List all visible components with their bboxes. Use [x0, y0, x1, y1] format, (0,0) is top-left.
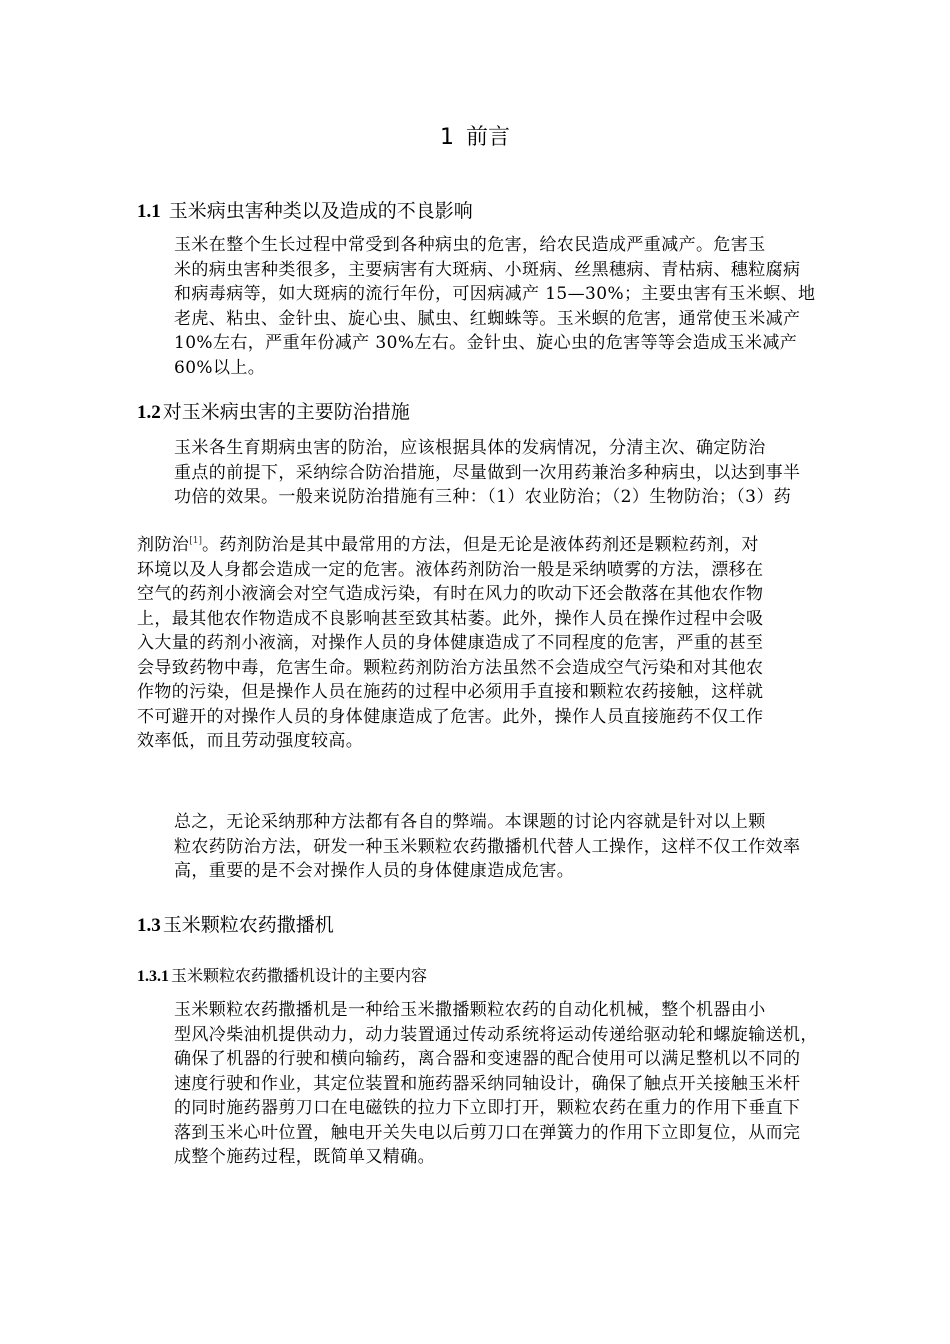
text-line: 空气的药剂小液滴会对空气造成污染，有时在风力的吹动下还会散落在其他农作物 [137, 584, 764, 604]
text-line: 10%左右，严重年份减产 30%左右。金针虫、旋心虫的危害等等会造成玉米减产 [174, 333, 798, 353]
subsection-title: 玉米颗粒农药撒播机设计的主要内容 [171, 966, 428, 985]
text-line: 玉米各生育期病虫害的防治，应该根据具体的发病情况，分清主次、确定防治 [174, 438, 766, 458]
text-line: 的同时施药器剪刀口在电磁铁的拉力下立即打开，颗粒农药在重力的作用下垂直下 [174, 1098, 801, 1118]
text-line: 和病毒病等，如大斑病的流行年份，可因病减产 15—30%；主要虫害有玉米螟、地 [174, 284, 816, 304]
text-line: 高，重要的是不会对操作人员的身体健康造成危害。 [174, 861, 575, 881]
text-line: 老虎、粘虫、金针虫、旋心虫、腻虫、红蜘蛛等。玉米螟的危害，通常使玉米减产 [174, 308, 801, 329]
section-number: 1.2 [137, 402, 161, 423]
text-line: 功倍的效果。一般来说防治措施有三种：（1）农业防治；（2）生物防治；（3）药 [174, 487, 792, 507]
section-heading-1-3 [137, 910, 827, 941]
paragraph-1-3-1-1 [137, 998, 836, 1170]
citation-ref[interactable]: [1] [189, 536, 202, 546]
subsection-heading-1-3-1 [137, 962, 827, 991]
section-heading-1-2 [137, 397, 827, 428]
text-line: 确保了机器的行驶和横向输药，离合器和变速器的配合使用可以满足整机以不同的 [174, 1049, 801, 1069]
chapter-title-text: 前言 [465, 125, 510, 150]
text-line: 速度行驶和作业，其定位装置和施药器采纳同轴设计，确保了触点开关接触玉米杆 [174, 1073, 801, 1094]
text-line: 不可避开的对操作人员的身体健康造成了危害。此外，操作人员直接施药不仅工作 [137, 706, 764, 727]
chapter-title [0, 118, 950, 158]
paragraph-1-1-1 [137, 233, 836, 380]
text-line: 型风冷柴油机提供动力，动力装置通过传动系统将运动传递给驱动轮和螺旋输送机， [174, 1024, 818, 1045]
text-line: 上，最其他农作物造成不良影响甚至致其枯萎。此外，操作人员在操作过程中会吸 [137, 608, 764, 629]
text-line [137, 529, 836, 558]
text-line: 粒农药防治方法，研发一种玉米颗粒农药撒播机代替人工操作，这样不仅工作效率 [174, 836, 801, 857]
text-line: 成整个施药过程，既简单又精确。 [174, 1147, 435, 1167]
text-line: 作物的污染，但是操作人员在施药的过程中必须用手直接和颗粒农药接触，这样就 [137, 682, 764, 702]
text-line: 总之，无论采纳那种方法都有各自的弊端。本课题的讨论内容就是针对以上颗 [174, 812, 766, 832]
text-line: 重点的前提下，采纳综合防治措施，尽量做到一次用药兼治多种病虫，以达到事半 [174, 462, 801, 483]
text-line: 会导致药物中毒，危害生命。颗粒药剂防治方法虽然不会造成空气污染和对其他农 [137, 657, 764, 678]
citation-lead: 剂防治 [137, 535, 190, 555]
text-line: 环境以及人身都会造成一定的危害。液体药剂防治一般是采纳喷雾的方法，漂移在 [137, 559, 764, 580]
text-line: 效率低，而且劳动强度较高。 [137, 731, 364, 751]
text-line-rest: 。药剂防治是其中最常用的方法，但是无论是液体药剂还是颗粒药剂，对 [201, 535, 759, 555]
section-title: 玉米颗粒农药撒播机 [162, 914, 334, 936]
section-number: 1.1 [137, 201, 161, 222]
text-line: 入大量的药剂小液滴，对操作人员的身体健康造成了不同程度的危害，严重的甚至 [137, 633, 764, 653]
paragraph-1-2-1-cont [137, 529, 836, 754]
section-heading-1-1 [137, 196, 827, 227]
paragraph-1-2-2 [137, 810, 836, 884]
text-line: 落到玉米心叶位置，触电开关失电以后剪刀口在弹簧力的作用下立即复位，从而完 [174, 1122, 801, 1143]
text-line: 玉米在整个生长过程中常受到各种病虫的危害，给农民造成严重减产。危害玉 [174, 235, 766, 255]
section-number: 1.3 [137, 915, 161, 936]
subsection-number: 1.3.1 [137, 968, 169, 985]
section-title: 对玉米病虫害的主要防治措施 [162, 401, 410, 423]
text-line: 米的病虫害种类很多，主要病害有大斑病、小斑病、丝黑穗病、青枯病、穗粒腐病 [174, 259, 801, 280]
text-line: 玉米颗粒农药撒播机是一种给玉米撒播颗粒农药的自动化机械，整个机器由小 [174, 1000, 766, 1020]
chapter-number: 1 [439, 125, 454, 150]
paragraph-1-2-1 [137, 436, 836, 510]
section-title: 玉米病虫害种类以及造成的不良影响 [168, 200, 473, 222]
text-line: 60%以上。 [174, 357, 266, 378]
